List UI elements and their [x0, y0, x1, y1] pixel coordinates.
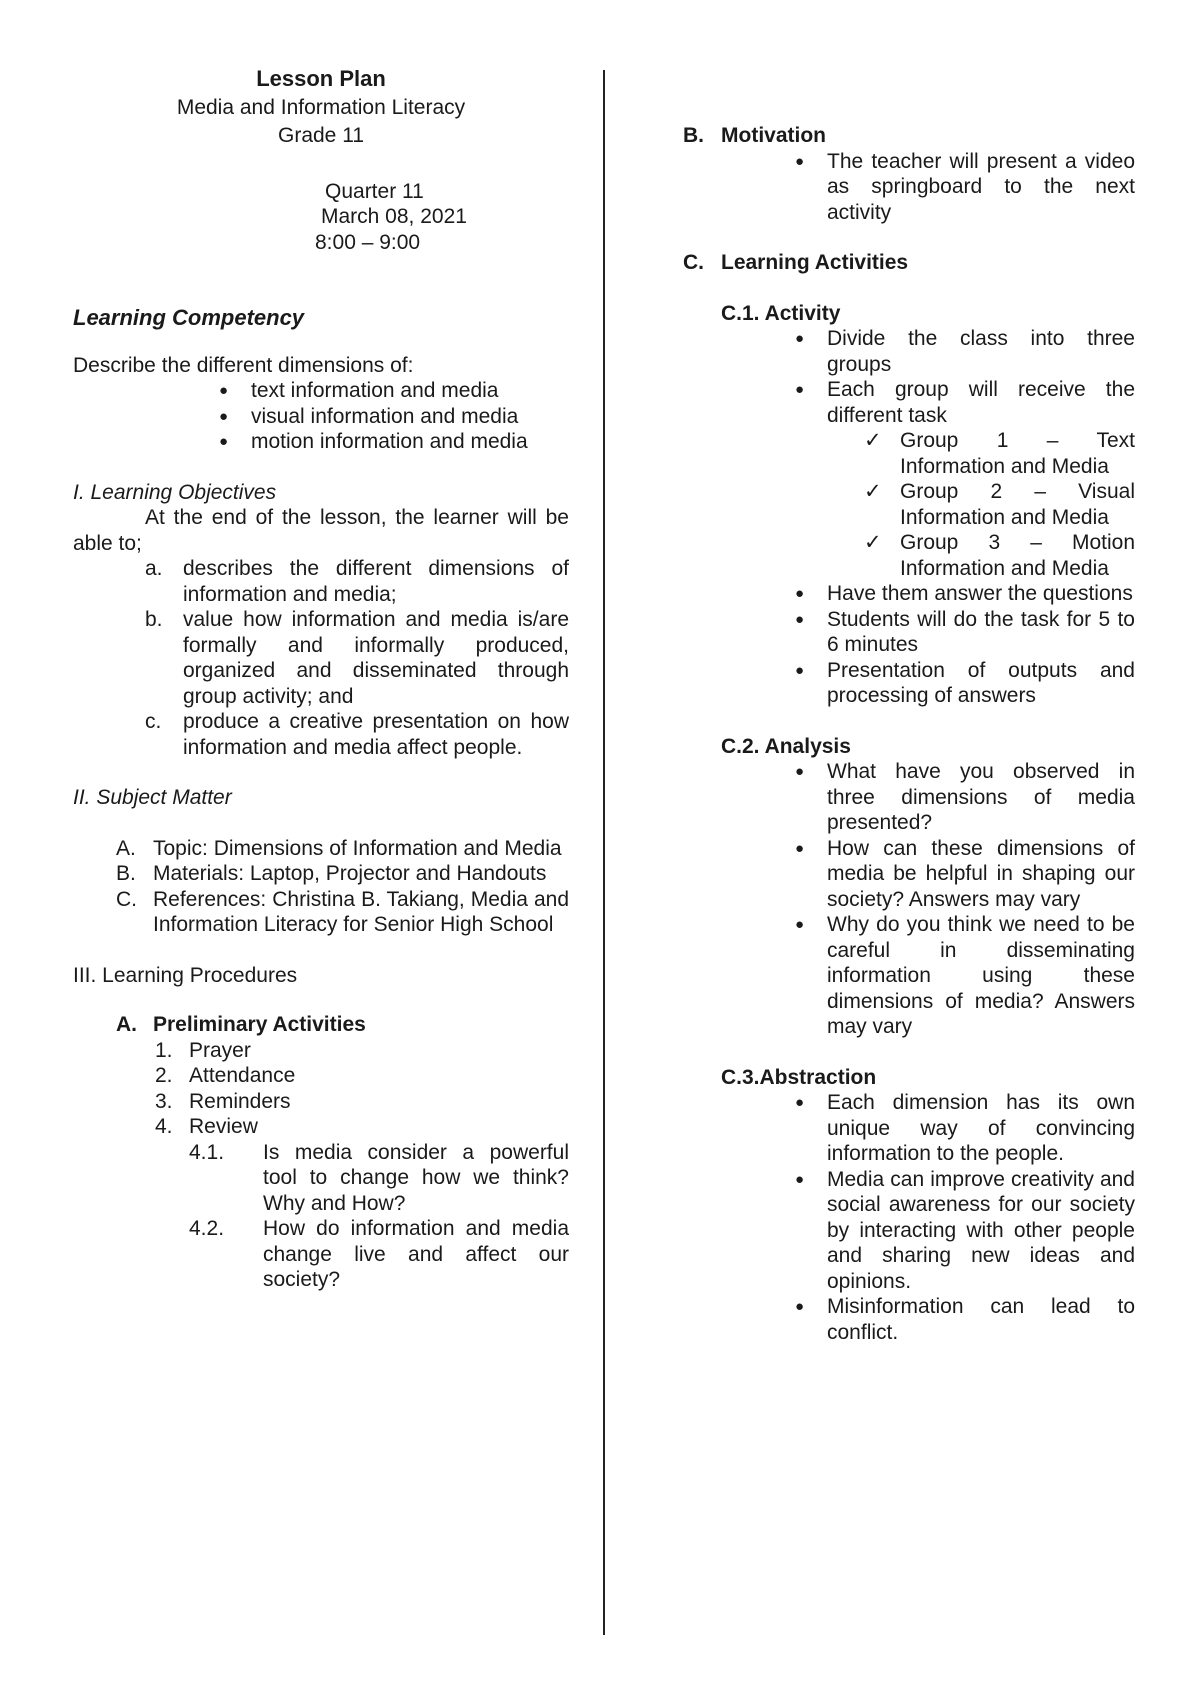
- list-item: Divide the class into three groups: [827, 327, 1135, 376]
- list-marker: 4.: [155, 1115, 173, 1138]
- bullet-icon: ●: [795, 763, 805, 780]
- activity-list: [683, 326, 1135, 709]
- prelim-heading: Preliminary Activities: [153, 1013, 366, 1036]
- check-icon: ✓: [864, 429, 882, 452]
- list-item: Is media consider a powerful tool to change how we think? Why and How?: [263, 1140, 569, 1215]
- bullet-icon: ●: [795, 330, 805, 347]
- objectives-intro: At the end of the lesson, the learner will be able to;: [73, 506, 569, 555]
- list-item: What have you observed in three dimensions of media presented?: [827, 760, 1135, 834]
- bullet-icon: ●: [795, 585, 805, 602]
- subject-matter-heading: II. Subject Matter: [73, 786, 232, 809]
- objectives-heading: I. Learning Objectives: [73, 480, 277, 504]
- list-item: Topic: Dimensions of Information and Media: [153, 836, 562, 860]
- list-marker: 4.2.: [189, 1217, 225, 1240]
- list-marker: 4.1.: [189, 1140, 225, 1164]
- motivation-heading-row: [683, 123, 1135, 149]
- bullet-icon: ●: [219, 407, 229, 425]
- bullet-icon: ●: [795, 916, 805, 933]
- analysis-heading: C.2. Analysis: [721, 734, 851, 758]
- group-list: [827, 428, 1135, 581]
- bullet-icon: ●: [795, 152, 805, 170]
- column-divider: [603, 70, 605, 1635]
- list-item: Each group will receive the different task: [827, 378, 1135, 427]
- check-icon: ✓: [864, 531, 882, 554]
- time-line: 8:00 – 9:00: [315, 230, 421, 254]
- list-item: References: Christina B. Takiang, Media and Information Literacy for Senior High School: [153, 887, 569, 936]
- list-item: Review: [189, 1115, 258, 1138]
- list-item: Media can improve creativity and social awareness for our society by interacting with other people and sharing new ideas and opinions.: [827, 1167, 1135, 1293]
- bullet-icon: ●: [795, 381, 805, 398]
- page-title: Lesson Plan: [256, 66, 386, 91]
- list-item: Misinformation can lead to conflict.: [827, 1295, 1135, 1344]
- bullet-icon: ●: [795, 1094, 805, 1111]
- list-item: How do information and media change live and affect our society?: [263, 1217, 569, 1291]
- list-item: Attendance: [189, 1064, 296, 1087]
- motivation-heading: Motivation: [721, 124, 826, 147]
- abstraction-list: [683, 1090, 1135, 1345]
- list-item: Group 1 – Text Information and Media: [900, 429, 1135, 478]
- list-item: Each dimension has its own unique way of convincing information to the people.: [827, 1091, 1135, 1165]
- list-marker: C.: [116, 887, 137, 911]
- list-item: text information and media: [251, 379, 499, 402]
- list-marker: A.: [116, 1013, 137, 1036]
- learning-activities-heading-row: [683, 250, 1135, 276]
- activity-heading: C.1. Activity: [721, 301, 841, 325]
- date-line: March 08, 2021: [321, 205, 467, 228]
- bullet-icon: ●: [219, 382, 229, 399]
- list-marker: B.: [116, 862, 136, 885]
- bullet-icon: ●: [795, 1170, 805, 1188]
- review-list: [73, 1140, 569, 1293]
- prelim-heading-row: [73, 1012, 569, 1038]
- bullet-icon: ●: [795, 839, 805, 857]
- competency-heading: Learning Competency: [73, 305, 305, 330]
- list-item: Group 3 – Motion Information and Media: [900, 531, 1135, 580]
- list-item: Group 2 – Visual Information and Media: [900, 480, 1135, 529]
- competency-list: [73, 378, 569, 455]
- motivation-list: [683, 149, 1135, 226]
- list-marker: 2.: [155, 1064, 173, 1087]
- right-column: [683, 123, 1135, 1345]
- list-item: Materials: Laptop, Projector and Handouts: [153, 862, 547, 885]
- grade-line: Grade 11: [278, 124, 364, 147]
- list-item: Prayer: [189, 1038, 251, 1062]
- list-item: produce a creative presentation on how information and media affect people.: [183, 710, 569, 759]
- list-marker: C.: [683, 251, 704, 274]
- list-item: Students will do the task for 5 to 6 minutes: [827, 607, 1135, 656]
- list-item: Presentation of outputs and processing of answers: [827, 658, 1135, 707]
- list-marker: 1.: [155, 1038, 173, 1062]
- list-marker: A.: [116, 836, 136, 860]
- list-marker: 3.: [155, 1089, 173, 1113]
- objectives-list: [73, 556, 569, 760]
- bullet-icon: ●: [795, 610, 805, 628]
- list-item: Why do you think we need to be careful in disseminating information using these dimensions of media? Answers may vary: [827, 913, 1135, 1038]
- list-item: describes the different dimensions of information and media;: [183, 557, 569, 606]
- list-item: motion information and media: [251, 430, 528, 453]
- list-item: How can these dimensions of media be helpful in shaping our society? Answers may vary: [827, 836, 1135, 911]
- prelim-list: [73, 1038, 569, 1140]
- list-item: Have them answer the questions: [827, 582, 1133, 605]
- list-marker: a.: [145, 557, 163, 580]
- quarter-line: Quarter 11: [325, 179, 424, 203]
- list-marker: b.: [145, 608, 163, 631]
- subject-line: Media and Information Literacy: [176, 95, 466, 119]
- abstraction-heading: C.3.Abstraction: [721, 1065, 877, 1089]
- list-marker: c.: [145, 710, 162, 733]
- left-column: [73, 66, 569, 1293]
- check-icon: ✓: [864, 480, 882, 503]
- bullet-icon: ●: [795, 1298, 805, 1315]
- list-marker: B.: [683, 124, 704, 147]
- learning-activities-heading: Learning Activities: [721, 251, 909, 274]
- list-item: value how information and media is/are formally and informally produced, organized and disseminated through group activity; and: [183, 608, 569, 708]
- procedures-heading: III. Learning Procedures: [73, 963, 298, 987]
- list-item: visual information and media: [251, 404, 519, 428]
- analysis-list: [683, 759, 1135, 1040]
- bullet-icon: ●: [795, 661, 805, 679]
- list-item: The teacher will present a video as springboard to the next activity: [827, 149, 1135, 224]
- competency-intro: Describe the different dimensions of:: [73, 353, 414, 377]
- bullet-icon: ●: [219, 433, 229, 450]
- list-item: Reminders: [189, 1089, 291, 1113]
- subject-matter-list: [73, 836, 569, 938]
